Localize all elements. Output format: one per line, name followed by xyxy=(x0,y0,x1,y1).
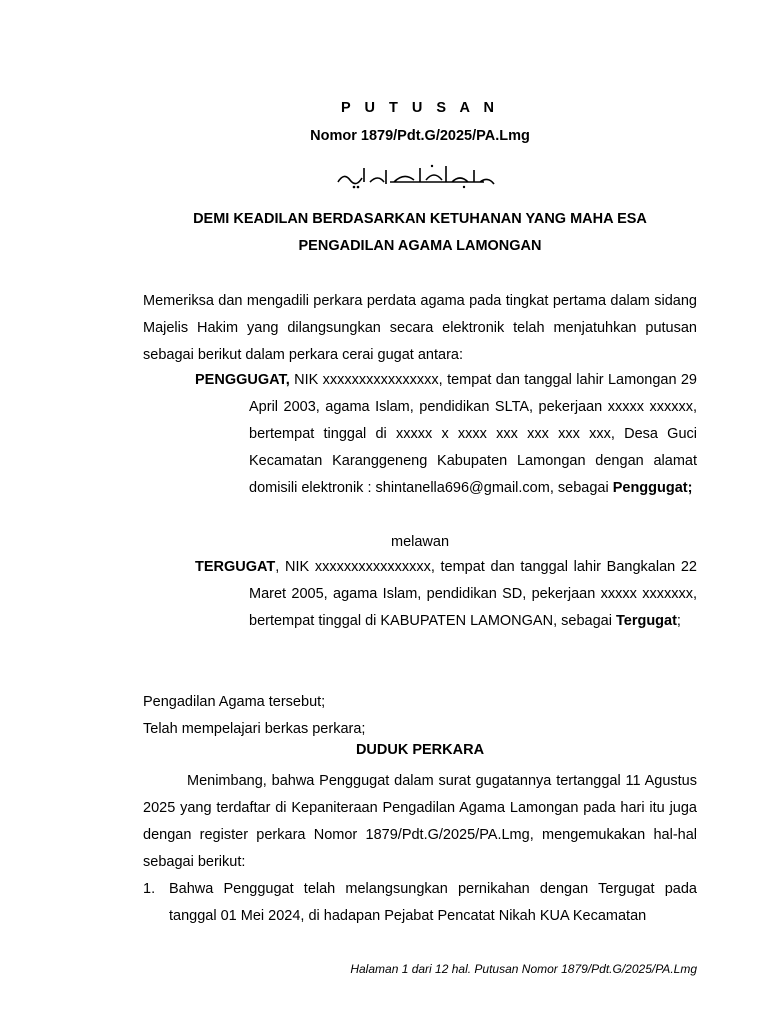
menimbang-paragraph: Menimbang, bahwa Penggugat dalam surat gugatannya tertanggal 11 Agustus 2025 yang terdaftar di Kepaniteraan Pengadilan Agama Lamongan pada hari itu juga dengan register perkara Nomor 1879/Pdt.G/2025/PA.Lmg, mengemukakan hal-hal sebagai berikut: xyxy=(143,773,697,870)
case-number: Nomor 1879/Pdt.G/2025/PA.Lmg xyxy=(310,128,530,144)
tergugat-end: ; xyxy=(676,613,681,629)
tergugat-role: Tergugat xyxy=(615,613,677,629)
court-name-heading: PENGADILAN AGAMA LAMONGAN xyxy=(298,238,542,254)
court-statement-line: Pengadilan Agama tersebut; xyxy=(143,694,326,710)
tergugat-block xyxy=(195,554,697,635)
document-title: P U T U S A N xyxy=(341,100,499,116)
list-item-number: 1. xyxy=(143,881,156,897)
penggugat-text: NIK xxxxxxxxxxxxxxxx, tempat dan tanggal lahir Lamongan 29 April 2003, agama Islam, pendidikan SLTA, pekerjaan xxxxx xxxxxx, bertempat tinggal di xxxxx x xxxx xxx xxx xxx xxx, Desa Guci Kecamatan Karanggeneng Kabupaten Lamongan dengan alamat domisili elektronik : shintanella696@gmail.com, sebagai xyxy=(249,372,697,496)
intro-paragraph: Memeriksa dan mengadili perkara perdata agama pada tingkat pertama dalam sidang Majelis Hakim yang dilangsungkan secara elektronik telah menjatuhkan putusan sebagai berikut dalam perkara cerai gugat antara: xyxy=(143,293,697,363)
penggugat-role: Penggugat; xyxy=(612,480,693,496)
tergugat-label: TERGUGAT xyxy=(195,559,276,575)
basmalah-calligraphy-image xyxy=(334,160,500,192)
demi-keadilan-heading: DEMI KEADILAN BERDASARKAN KETUHANAN YANG MAHA ESA xyxy=(193,211,647,227)
reviewed-case-line: Telah mempelajari berkas perkara; xyxy=(143,721,366,737)
list-item-text: Bahwa Penggugat telah melangsungkan pernikahan dengan Tergugat pada tanggal 01 Mei 2024, di hadapan Pejabat Pencatat Nikah KUA Kecamatan xyxy=(169,881,697,924)
duduk-perkara-heading: DUDUK PERKARA xyxy=(355,742,485,758)
list-item xyxy=(143,876,697,930)
page-footer: Halaman 1 dari 12 hal. Putusan Nomor 1879/Pdt.G/2025/PA.Lmg xyxy=(350,962,697,976)
penggugat-block xyxy=(195,367,697,502)
basmalah-calligraphy xyxy=(334,160,500,192)
penggugat-label: PENGGUGAT, xyxy=(195,372,290,388)
tergugat-text: , NIK xxxxxxxxxxxxxxxx, tempat dan tanggal lahir Bangkalan 22 Maret 2005, agama Islam, pendidikan SD, pekerjaan xxxxx xxxxxxx, bertempat tinggal di KABUPATEN LAMONGAN, sebagai xyxy=(249,559,697,629)
melawan-text: melawan xyxy=(390,534,450,550)
